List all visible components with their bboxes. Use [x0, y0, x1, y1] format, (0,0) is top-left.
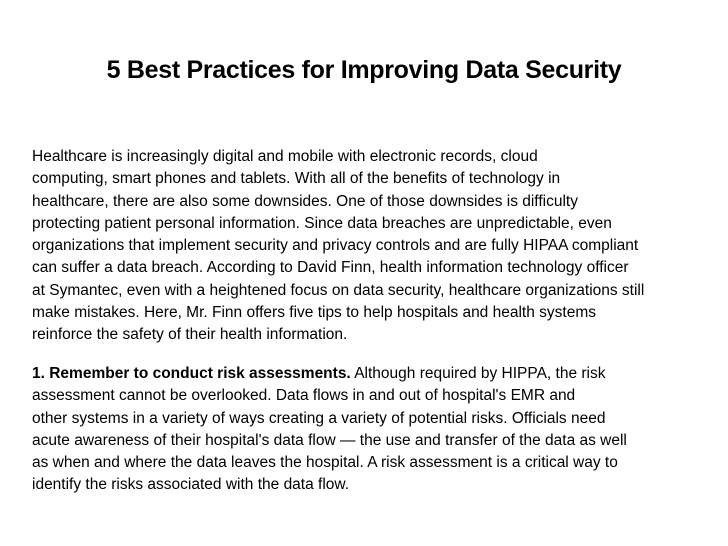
text-line: healthcare, there are also some downsides. One of those downsides is difficulty [32, 192, 578, 210]
text-line: acute awareness of their hospital's data flow — the use and transfer of the data as well [32, 431, 627, 449]
page-title: 5 Best Practices for Improving Data Security [106, 56, 622, 84]
text-line: Healthcare is increasingly digital and mobile with electronic records, cloud [32, 148, 538, 165]
tip-1-first-line-text: Although required by HIPPA, the risk [350, 365, 606, 382]
text-line: assessment cannot be overlooked. Data flows in and out of hospital's EMR and [32, 387, 576, 405]
text-line: other systems in a variety of ways creating a variety of potential risks. Officials need [32, 409, 606, 427]
tip-1-heading: 1. Remember to conduct risk assessments. [32, 365, 351, 382]
text-line: make mistakes. Here, Mr. Finn offers five tips to help hospitals and health systems [32, 304, 596, 322]
text-line: reinforce the safety of their health information. [32, 326, 348, 344]
text-line: protecting patient personal information. Since data breaches are unpredictable, even [32, 214, 612, 232]
text-line: computing, smart phones and tablets. With all of the benefits of technology in [32, 170, 561, 188]
intro-paragraph [32, 146, 704, 347]
tip-1-first-line [32, 363, 704, 385]
text-line: as when and where the data leaves the hospital. A risk assessment is a critical way to [32, 454, 618, 472]
text-line: organizations that implement security and privacy controls and are fully HIPAA compliant [32, 237, 639, 255]
text-line: at Symantec, even with a heightened focus on data security, healthcare organizations still [32, 281, 645, 299]
text-line: can suffer a data breach. According to David Finn, health information technology officer [32, 259, 629, 277]
text-line: identify the risks associated with the data flow. [32, 476, 350, 494]
tip-1-paragraph [32, 363, 704, 497]
